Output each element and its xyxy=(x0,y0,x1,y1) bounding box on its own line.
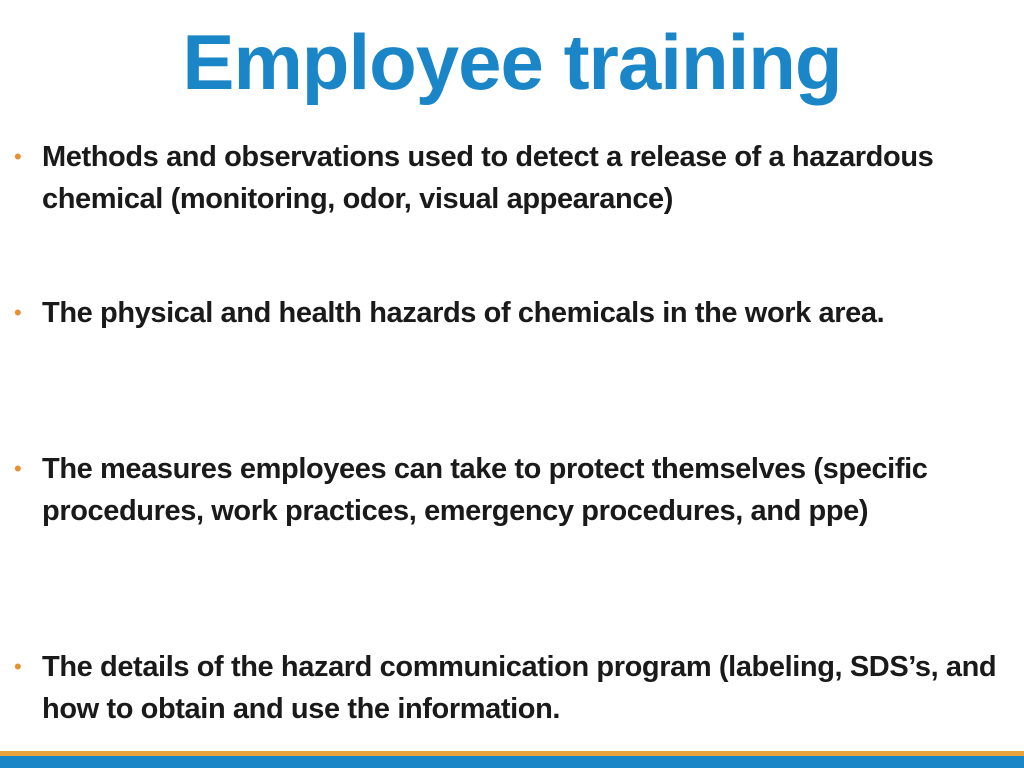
bullet-marker: • xyxy=(14,144,22,169)
bullet-text: The measures employees can take to protect themselves (specific procedures, work practices, emergency procedures, and ppe) xyxy=(42,453,928,527)
bullet-text: The physical and health hazards of chemicals in the work area. xyxy=(42,297,885,329)
bullet-marker: • xyxy=(14,654,22,679)
bullet-text: The details of the hazard communication program (labeling, SDS’s, and how to obtain and use the information. xyxy=(42,651,997,725)
bullet-item xyxy=(12,136,1012,220)
bullet-item xyxy=(12,646,1012,730)
bullet-item xyxy=(12,292,1012,334)
footer-bar xyxy=(0,756,1024,768)
bullet-marker: • xyxy=(14,300,22,325)
bullet-text: Methods and observations used to detect a release of a hazardous chemical (monitoring, odor, visual appearance) xyxy=(42,141,934,215)
bullet-marker: • xyxy=(14,456,22,481)
slide-title: Employee training xyxy=(182,18,842,106)
bullet-item xyxy=(12,448,1012,532)
